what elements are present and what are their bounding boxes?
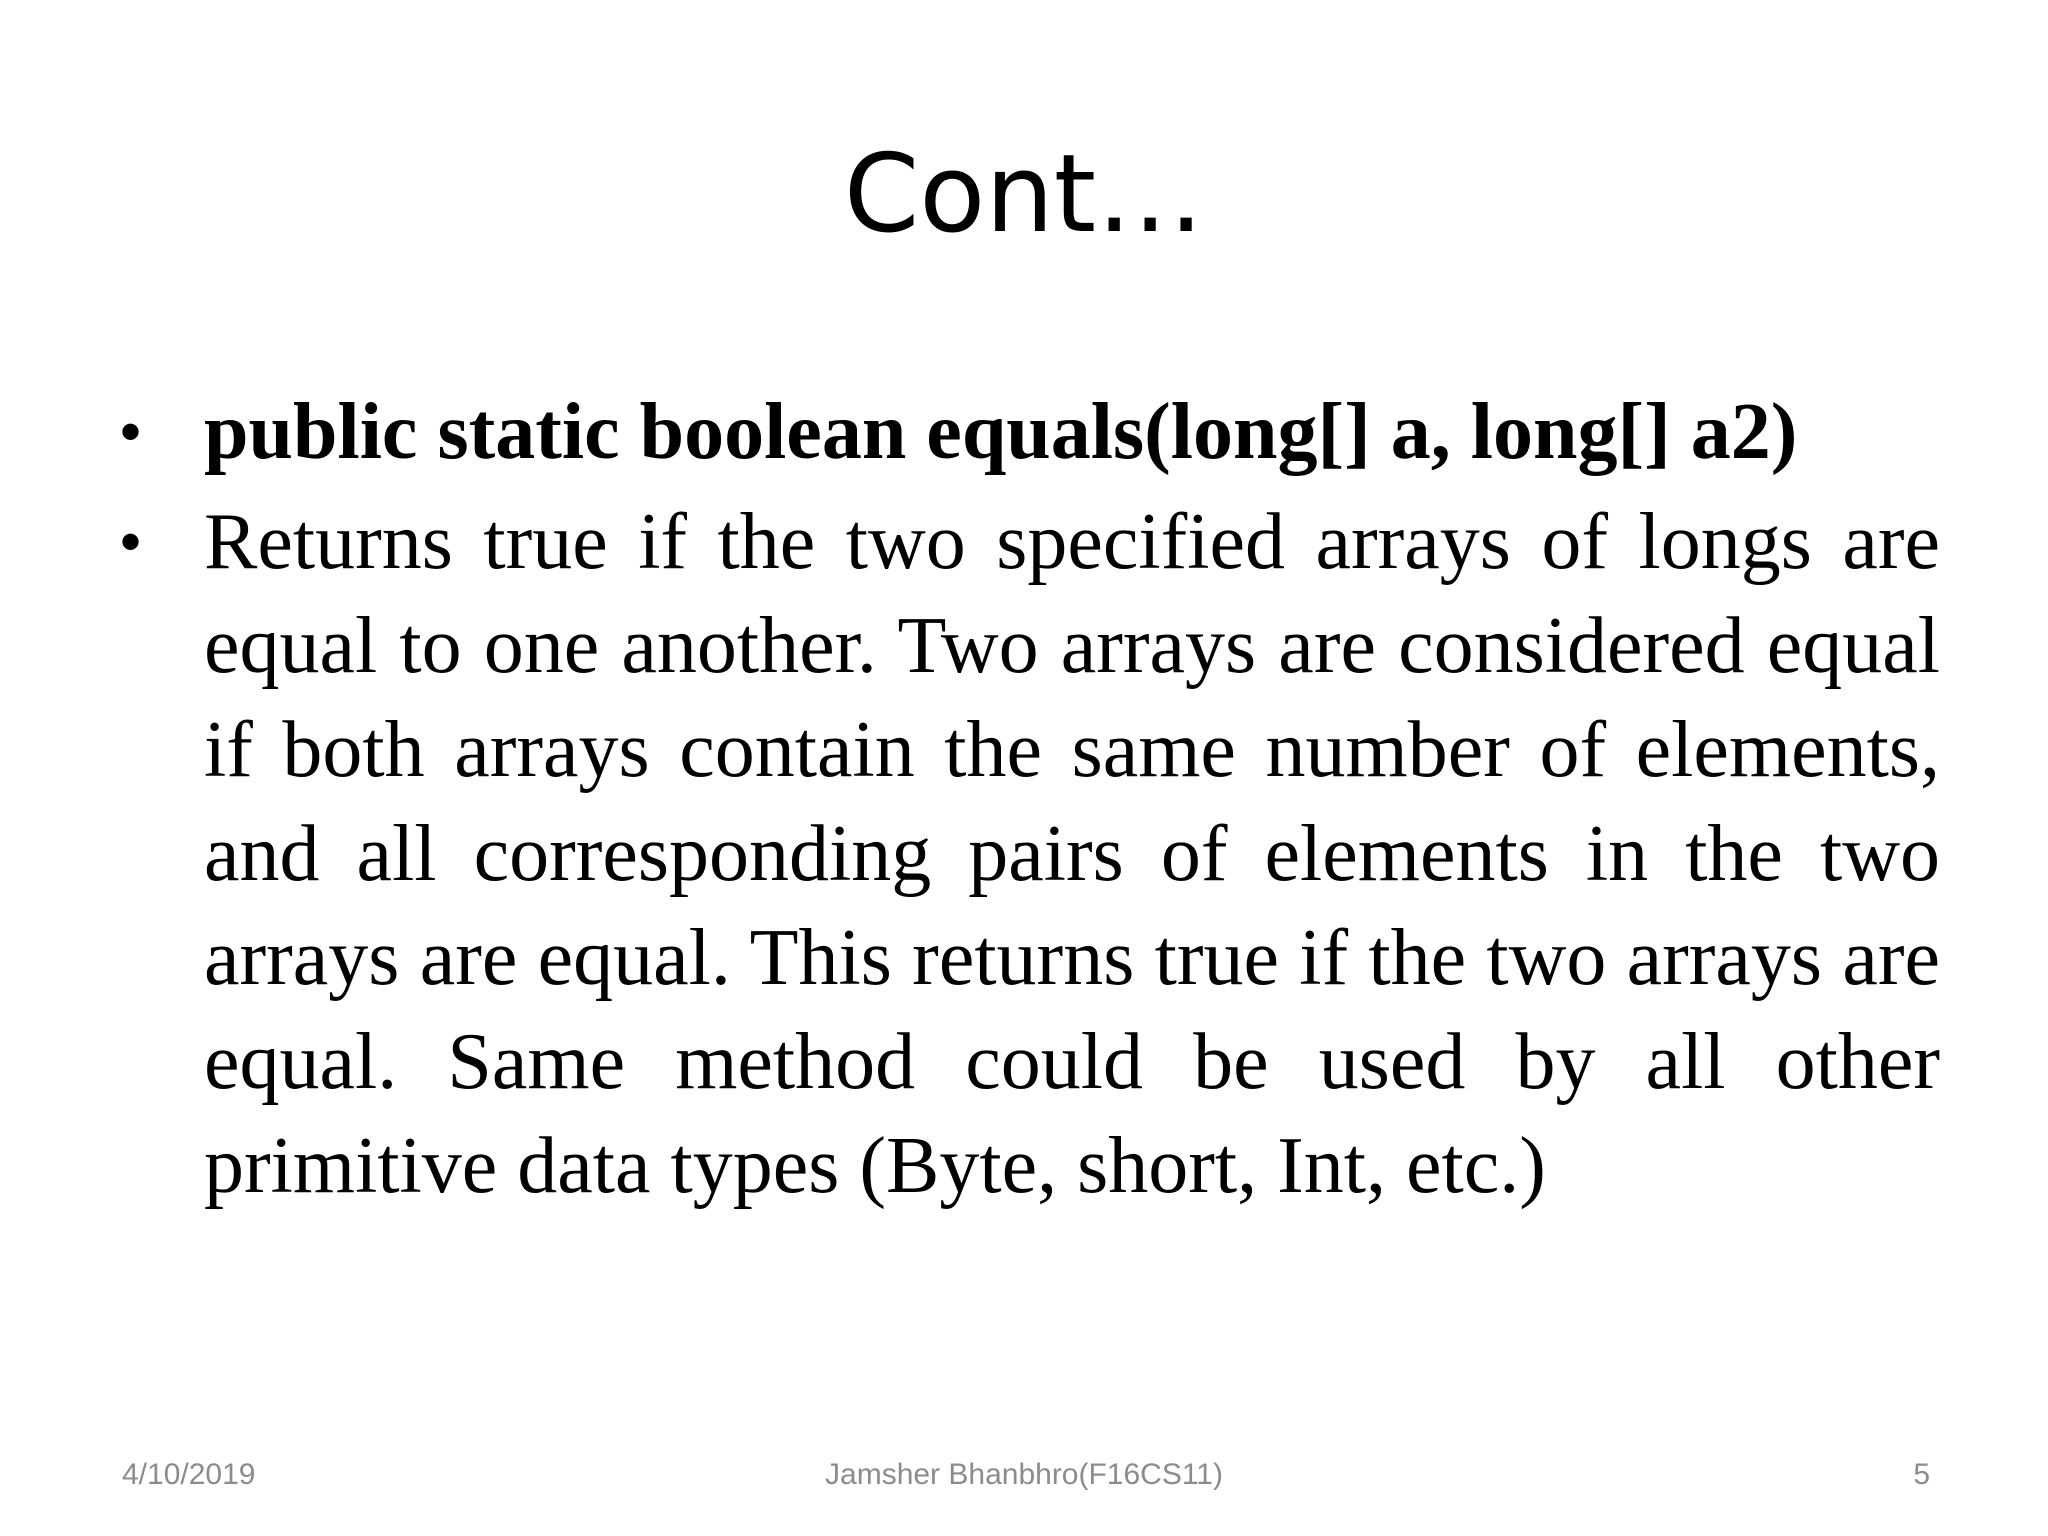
method-signature-text: public static boolean equals(long[] a, long[] a2) [204, 388, 1798, 476]
bullet-dot-icon: • [120, 398, 142, 465]
bullet-item-description [120, 490, 1940, 1218]
slide-title: Cont… [843, 132, 1205, 257]
footer-date: 4/10/2019 [122, 1458, 256, 1491]
footer-author: Jamsher Bhanbhro(F16CS11) [825, 1458, 1223, 1491]
bullet-dot-icon: • [120, 508, 142, 575]
footer-page-number: 5 [1913, 1458, 1930, 1491]
bullet-list [120, 380, 1940, 1224]
bullet-item-method-signature [120, 380, 1940, 484]
method-description-text: Returns true if the two specified arrays of longs are equal to one another. Two arrays are considered equal if both arrays contain the same number of elements, and all corresponding pairs of elements in the two arrays are equal. This returns true if the two arrays are equal. Same method could be used by all other primitive data types (Byte, short, Int, etc.) [204, 498, 1940, 1210]
